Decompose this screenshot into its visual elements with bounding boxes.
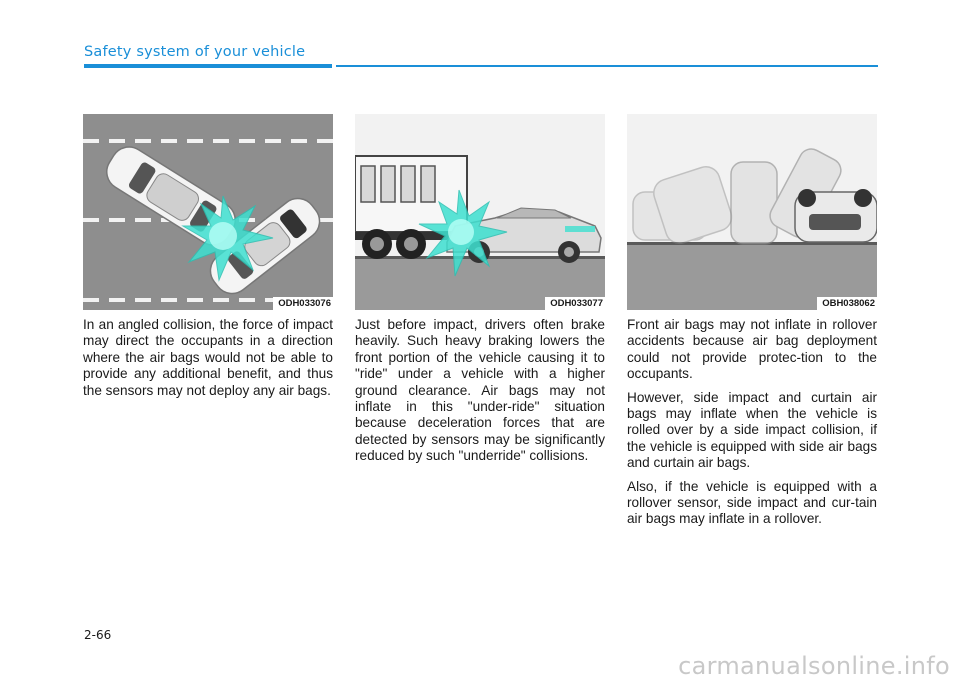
rollover-illustration	[627, 114, 877, 310]
angled-collision-illustration	[83, 114, 333, 310]
figure-angled-collision	[83, 114, 333, 310]
figure-code: ODH033077	[545, 297, 605, 310]
page-number: 2-66	[84, 628, 112, 642]
column-angled-collision	[83, 114, 333, 406]
paragraph: However, side impact and curtain air bags may inflate when the vehicle is rolled over by a side impact collision, if the vehicle is equipped with side air bags and curtain air bags.	[627, 389, 877, 471]
header-rule-thick	[84, 64, 332, 68]
section-title: Safety system of your vehicle	[84, 44, 306, 60]
paragraph: Just before impact, drivers often brake heavily. Such heavy braking lowers the front portion of the vehicle causing it to "ride" under a vehicle with a higher ground clearance. Air bags may not inflate in this "under-ride" situation because deceleration forces that are detected by sensors may be significantly reduced by such "underride" collisions.	[355, 317, 605, 464]
column-rollover	[627, 114, 877, 535]
column-text	[627, 317, 877, 528]
paragraph: Front air bags may not inflate in rollover accidents because air bag deployment could not provide protec-tion to the occupants.	[627, 317, 877, 382]
figure-rollover	[627, 114, 877, 310]
underride-collision-illustration	[355, 114, 605, 310]
column-text	[83, 317, 333, 399]
paragraph: In an angled collision, the force of impact may direct the occupants in a direction where the air bags would not be able to provide any additional benefit, and thus the sensors may not deploy any air bags.	[83, 317, 333, 398]
figure-code: ODH033076	[273, 297, 333, 310]
watermark-text: carmanualsonline.info	[678, 652, 950, 680]
figure-code: OBH038062	[817, 297, 877, 310]
paragraph: Also, if the vehicle is equipped with a rollover sensor, side impact and cur-tain air bags may inflate in a rollover.	[627, 478, 877, 527]
header-rule-thin	[336, 65, 878, 67]
column-underride-collision	[355, 114, 605, 472]
figure-underride-collision	[355, 114, 605, 310]
column-text	[355, 317, 605, 465]
